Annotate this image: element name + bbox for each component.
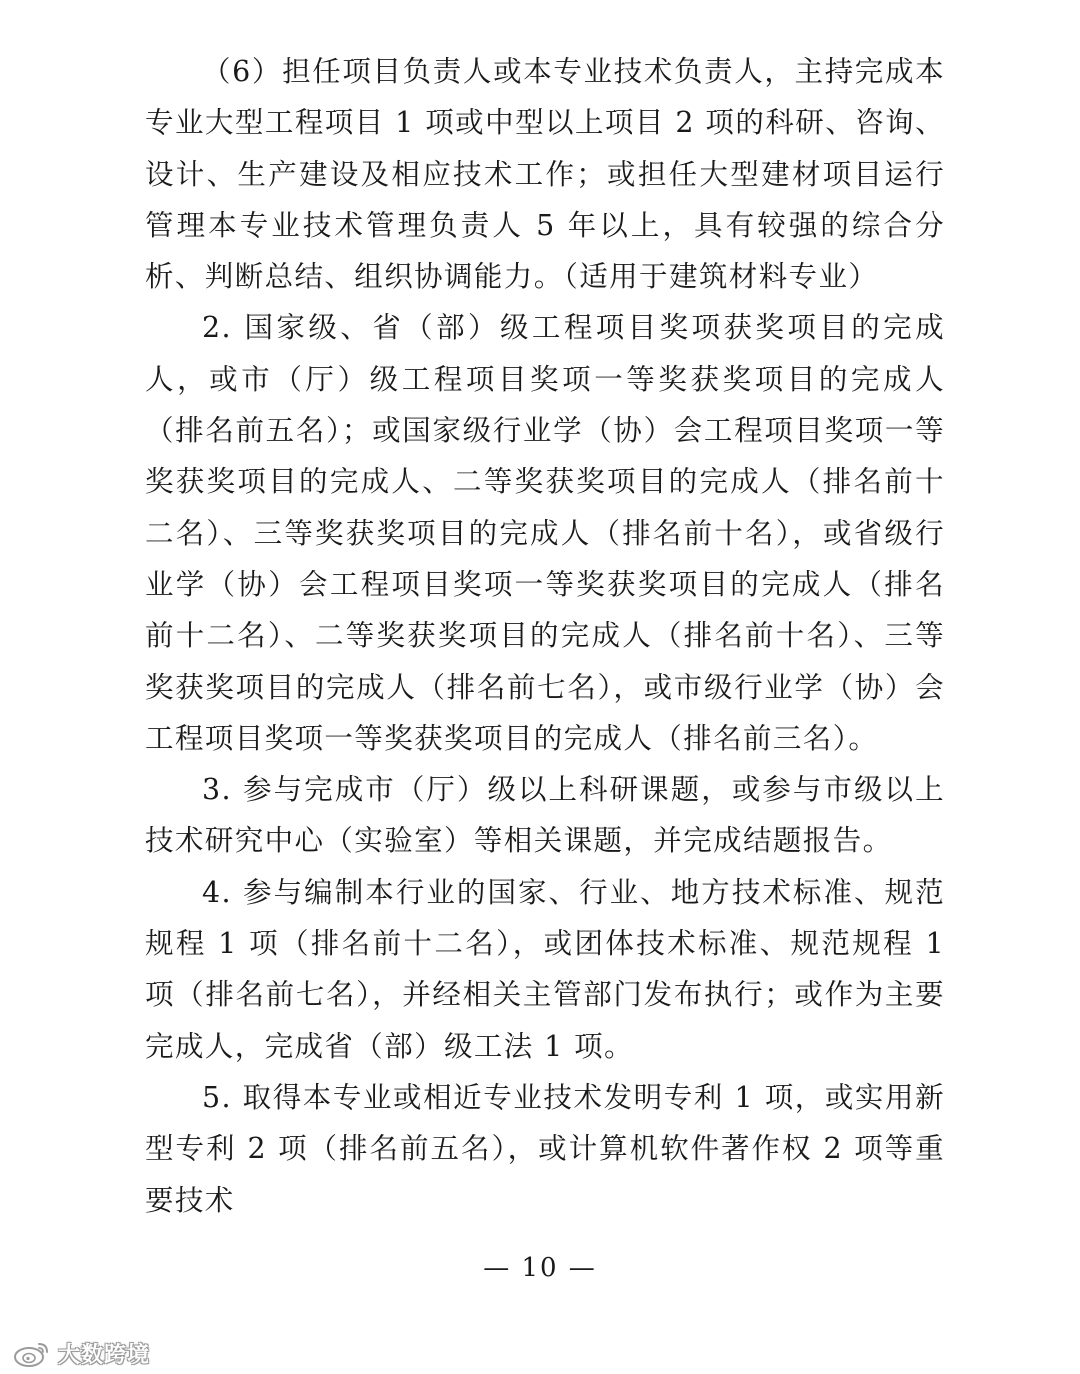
document-body <box>145 46 945 1226</box>
weibo-logo-icon <box>12 1338 52 1368</box>
paragraph-3-research: 3. 参与完成市（厅）级以上科研课题，或参与市级以上技术研究中心（实验室）等相关课题，并完成结题报告。 <box>145 773 945 858</box>
watermark-text: 大数跨境 <box>58 1342 151 1368</box>
paragraph-item-6: （6）担任项目负责人或本专业技术负责人，主持完成本专业大型工程项目 1 项或中型以上项目 2 项的科研、咨询、设计、生产建设及相应技术工作；或担任大型建材项目运行管理本专业技术管理负责人 5 年以上，具有较强的综合分析、判断总结、组织协调能力。（适用于建筑材料专业） <box>145 55 945 294</box>
paragraph-4-standards: 4. 参与编制本行业的国家、行业、地方技术标准、规范规程 1 项（排名前十二名），或团体技术标准、规范规程 1 项（排名前七名），并经相关主管部门发布执行；或作为主要完成人，完成省（部）级工法 1 项。 <box>145 875 945 1063</box>
watermark <box>12 1336 150 1370</box>
page-number: — 10 — <box>483 1253 597 1283</box>
paragraph-5-patents: 5. 取得本专业或相近专业技术发明专利 1 项，或实用新型专利 2 项（排名前五名），或计算机软件著作权 2 项等重要技术 <box>145 1080 945 1217</box>
paragraph-2-awards: 2. 国家级、省（部）级工程项目奖项获奖项目的完成人，或市（厅）级工程项目奖项一等奖获奖项目的完成人（排名前五名）；或国家级行业学（协）会工程项目奖项一等奖获奖项目的完成人、二等奖获奖项目的完成人（排名前十二名）、三等奖获奖项目的完成人（排名前十名），或省级行业学（协）会工程项目奖项一等奖获奖项目的完成人（排名前十二名）、二等奖获奖项目的完成人（排名前十名）、三等奖获奖项目的完成人（排名前七名），或市级行业学（协）会工程项目奖项一等奖获奖项目的完成人（排名前三名）。 <box>145 311 945 755</box>
